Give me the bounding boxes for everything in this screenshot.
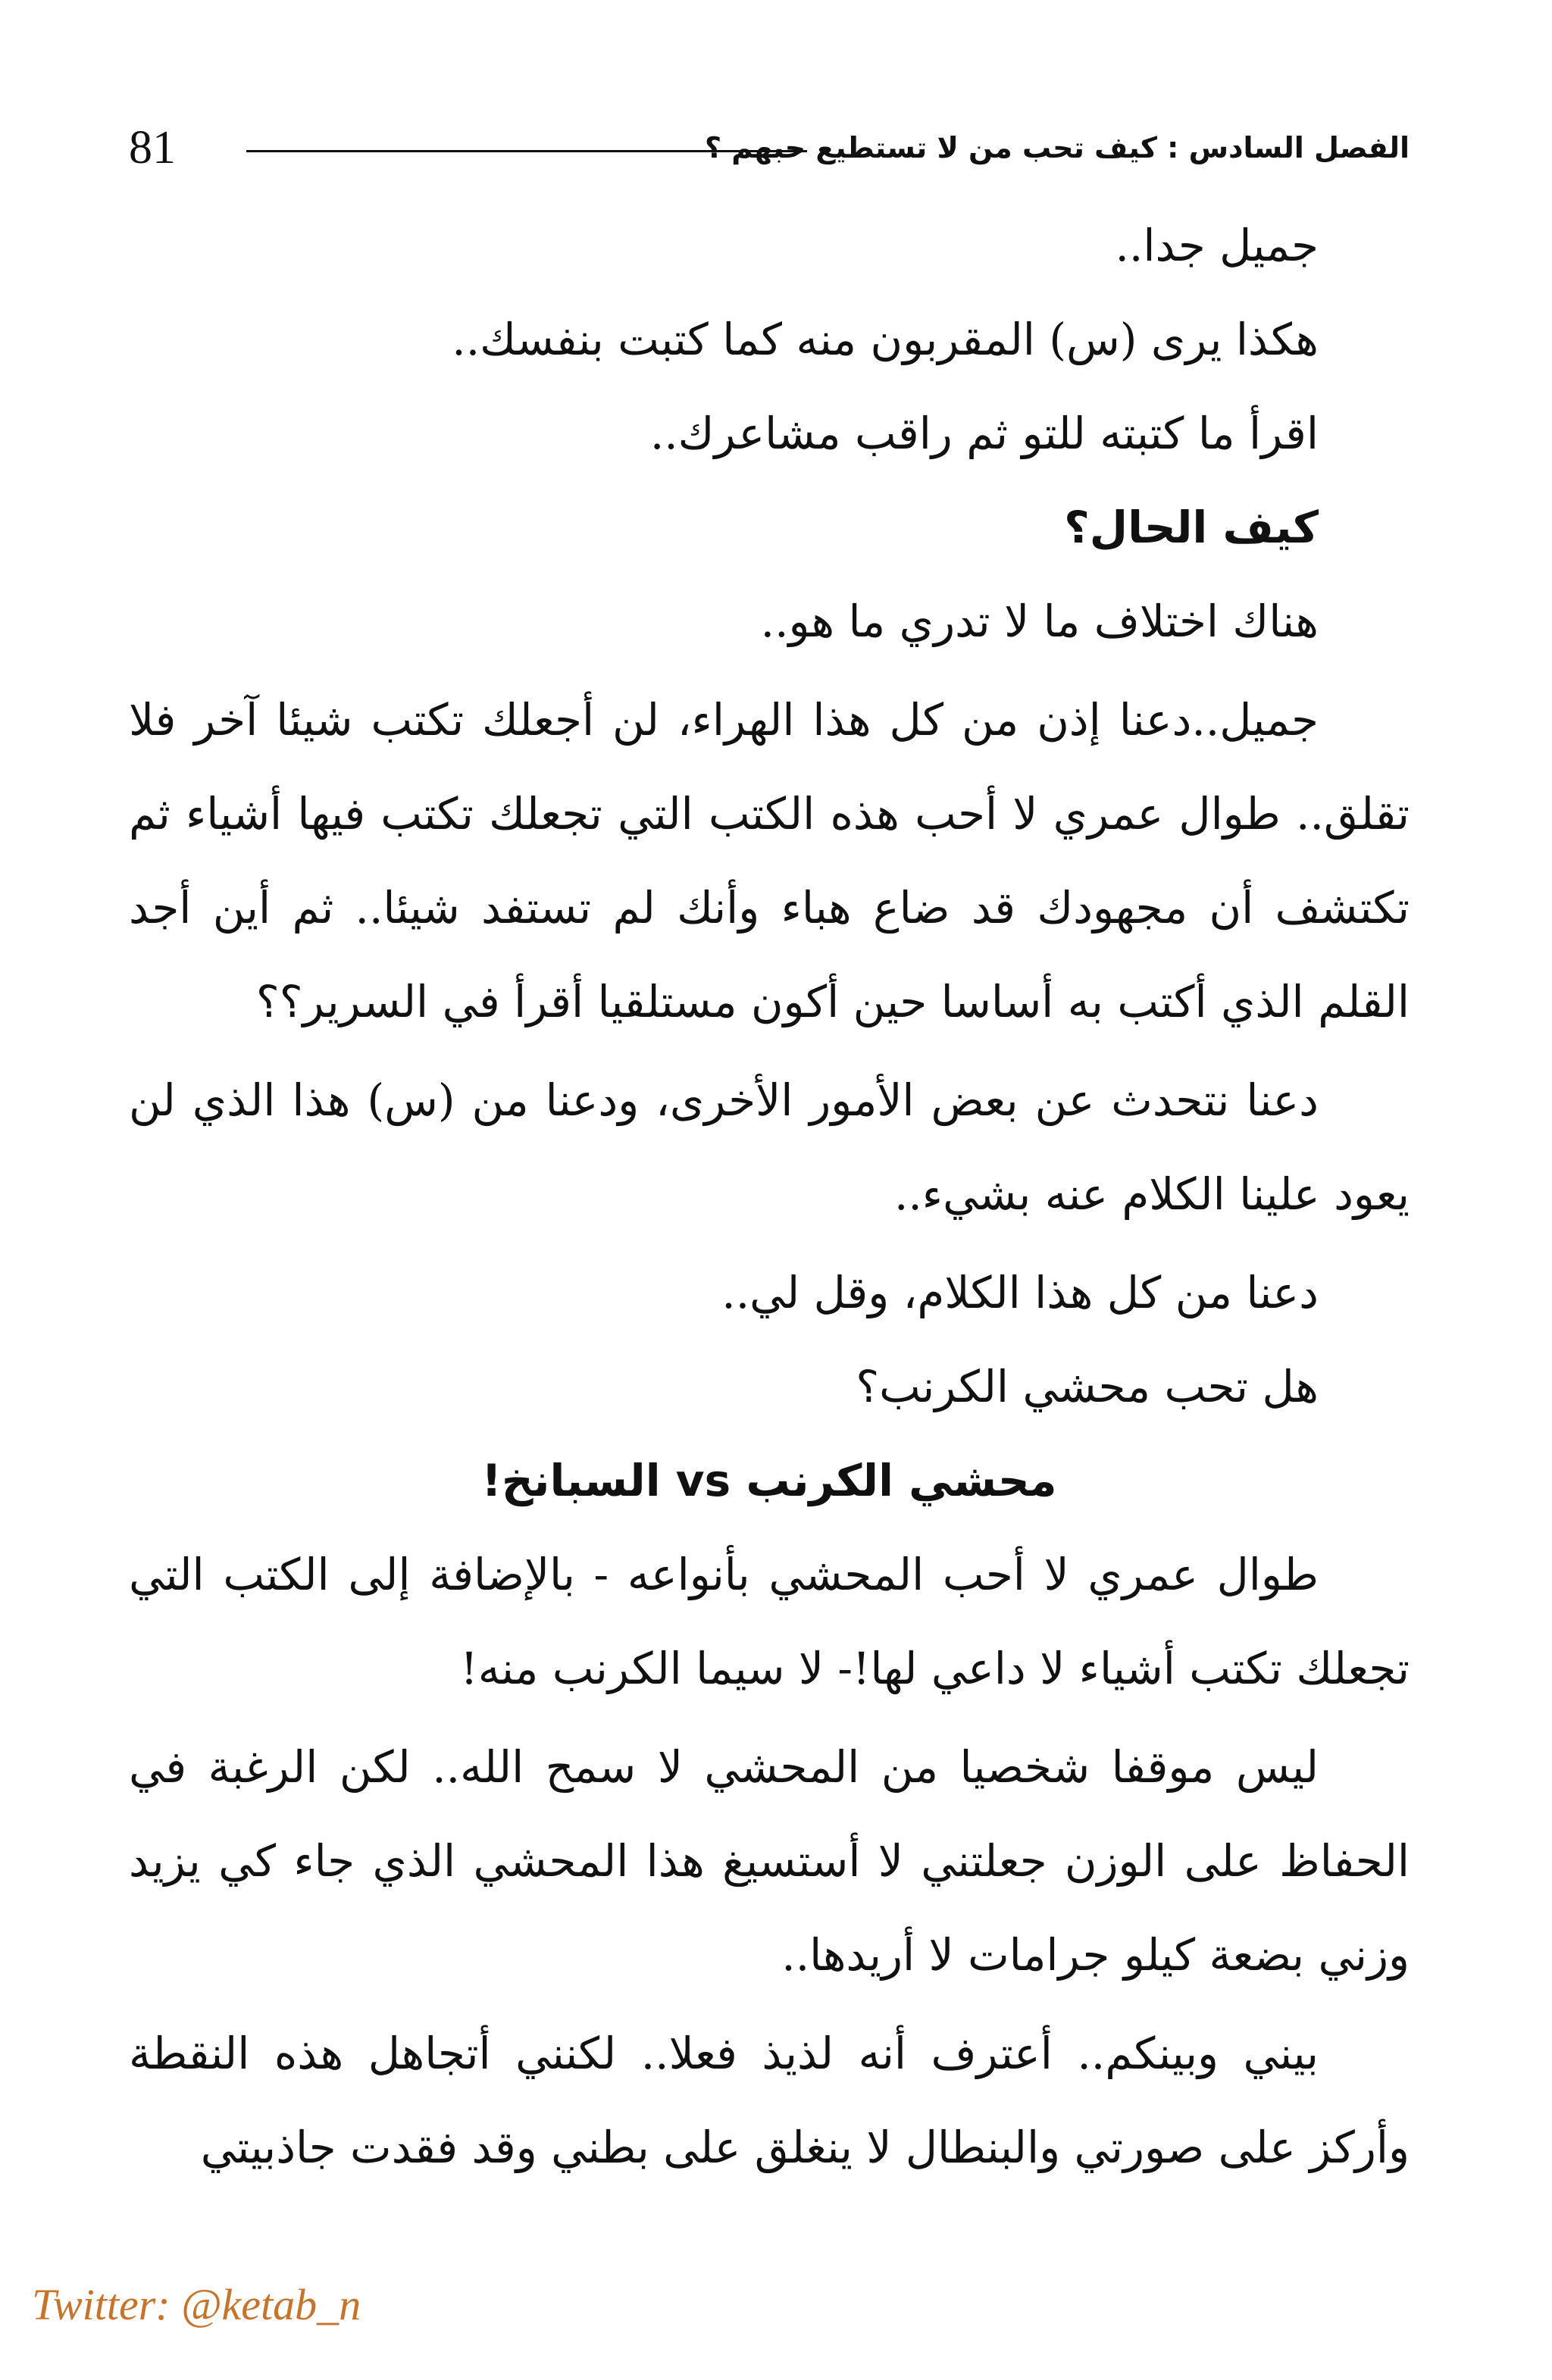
twitter-watermark: Twitter: @ketab_n: [32, 2280, 361, 2329]
paragraph-2: هكذا يرى (س) المقربون منه كما كتبت بنفسك..: [452, 314, 1319, 365]
paragraph-8: هل تحب محشي الكرنب؟: [856, 1361, 1319, 1412]
paragraph-7: دعنا من كل هذا الكلام، وقل لي..: [721, 1267, 1319, 1318]
paragraph-5: جميل..دعنا إذن من كل هذا الهراء، لن أجعلك تكتب شيئا آخر فلا تقلق.. طوال عمري لا أحب هذه الكتب التي تجعلك تكتب فيها أشياء ثم تكتشف أن مجهودك قد ضاع هباء وأنك لم تستفد شيئا.. ثم أين أجد القلم الذي أكتب به أساسا حين أكون مستلقيا أقرأ في السرير؟؟: [129, 694, 1410, 1027]
page-header: [129, 114, 1410, 182]
paragraph-10: ليس موقفا شخصيا من المحشي لا سمح الله.. لكن الرغبة في الحفاظ على الوزن جعلتني لا أستسيغ هذا المحشي الذي جاء كي يزيد وزني بضعة كيلو جرامات لا أريدها..: [129, 1741, 1410, 1981]
running-title: الفصل السادس : كيف تحب من لا تستطيع حبهم ؟: [705, 131, 1410, 164]
paragraph-11: بيني وبينكم.. أعترف أنه لذيذ فعلا.. لكنني أتجاهل هذه النقطة وأركز على صورتي والبنطال لا ينغلق على بطني وقد فقدت جاذبيتي: [129, 2028, 1410, 2173]
section-heading-cabbage-vs-spinach: محشي الكرنب vs السبانخ!: [481, 1455, 1057, 1506]
section-heading-how-are-you: كيف الحال؟: [1064, 502, 1319, 553]
paragraph-4: هناك اختلاف ما لا تدري ما هو..: [760, 596, 1319, 647]
body-text: [129, 199, 1410, 2194]
paragraph-3: اقرأ ما كتبته للتو ثم راقب مشاعرك..: [649, 408, 1319, 459]
paragraph-1: جميل جدا..: [1115, 220, 1319, 271]
paragraph-9: طوال عمري لا أحب المحشي بأنواعه - بالإضافة إلى الكتب التي تجعلك تكتب أشياء لا داعي لها!- لا سيما الكرنب منه!: [129, 1549, 1410, 1694]
paragraph-6: دعنا نتحدث عن بعض الأمور الأخرى، ودعنا من (س) هذا الذي لن يعود علينا الكلام عنه بشيء..: [129, 1074, 1410, 1220]
page-number: 81: [129, 122, 176, 174]
